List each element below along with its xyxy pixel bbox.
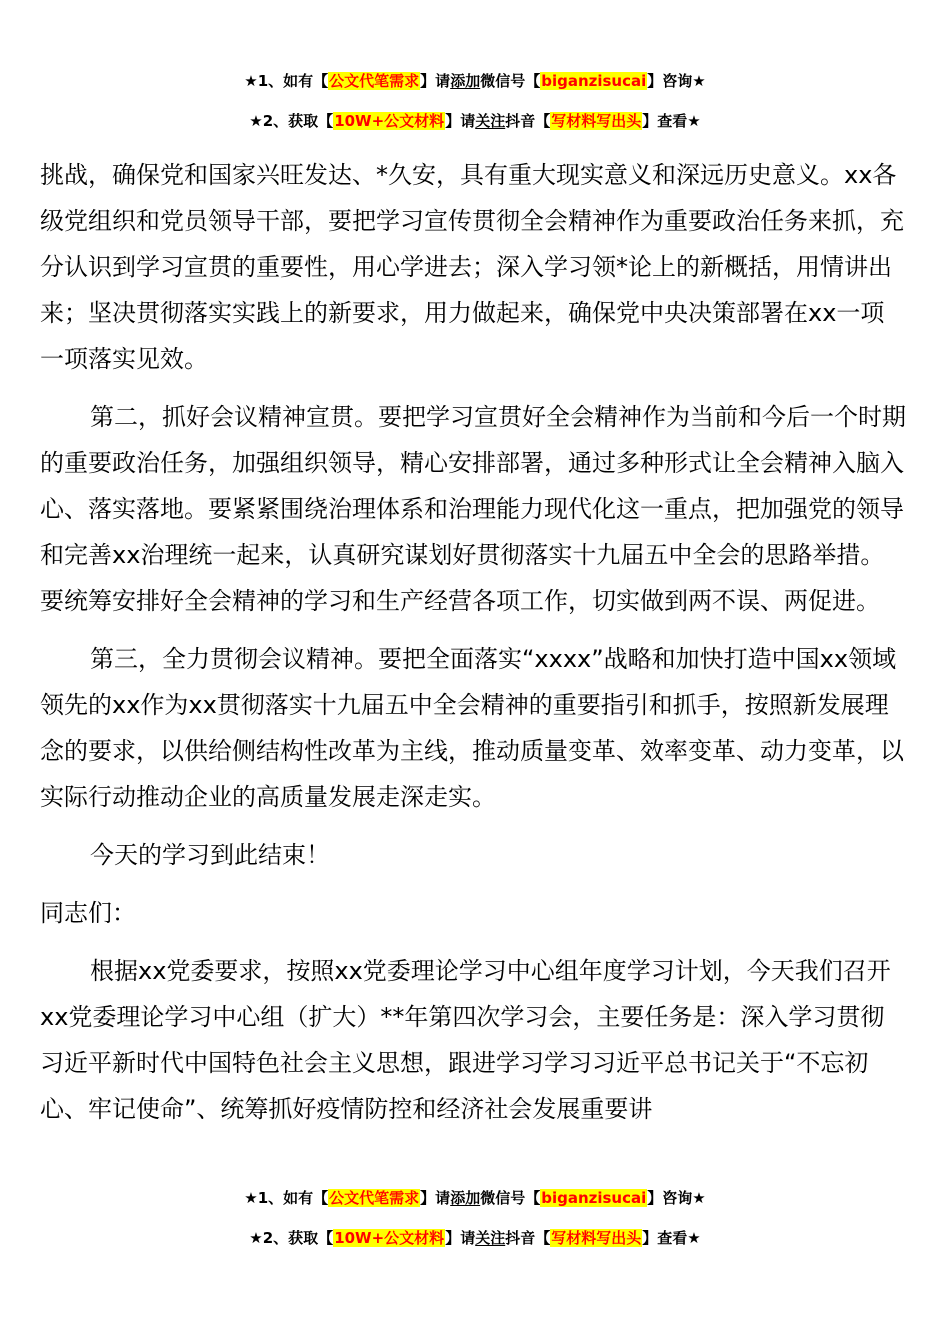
banner-highlight-wechat-id: biganzisucai xyxy=(541,72,647,90)
paragraph-second-point: 第二，抓好会议精神宣贯。要把学习宣贯好全会精神作为当前和今后一个时期的重要政治任务，加强组织领导，精心安排部署，通过多种形式让全会精神入脑入心、落实落地。要紧紧围绕治理体系和治理能力现代化这一重点，把加强党的领导和完善xx治理统一起来，认真研究谋划好贯彻落实十九届五中全会的思路举措。要统筹安排好全会精神的学习和生产经营各项工作，切实做到两不误、两促进。 xyxy=(40,403,906,615)
banner-highlight-materials: 10W+公文材料 xyxy=(334,112,445,130)
banner-underline-add: 添加 xyxy=(450,72,481,90)
banner-text: 抖音【 xyxy=(505,112,551,130)
banner-prefix: ★1、如有【 xyxy=(244,72,329,90)
banner-suffix: 】查看★ xyxy=(642,112,701,130)
banner-highlight-service: 公文代笔需求 xyxy=(329,72,420,90)
banner-text: 】请 xyxy=(445,1229,476,1247)
banner-text: 】请 xyxy=(445,112,476,130)
banner-prefix: ★1、如有【 xyxy=(244,1189,329,1207)
banner-bottom-line-1 xyxy=(0,1187,950,1209)
paragraph-closing: 今天的学习到此结束！ xyxy=(90,841,330,869)
document-body xyxy=(40,152,906,1132)
banner-text: 】请 xyxy=(420,72,451,90)
banner-underline-follow: 关注 xyxy=(475,1229,506,1247)
banner-underline-follow: 关注 xyxy=(475,112,506,130)
banner-text: 微信号【 xyxy=(480,72,541,90)
banner-bottom-line-2 xyxy=(0,1227,950,1249)
banner-highlight-douyin: 写材料写出头 xyxy=(551,1229,642,1247)
paragraph-salutation: 同志们： xyxy=(40,899,136,927)
banner-underline-add: 添加 xyxy=(450,1189,481,1207)
paragraph-third-point: 第三，全力贯彻会议精神。要把全面落实“xxxx”战略和加快打造中国xx领域领先的xx作为xx贯彻落实十九届五中全会精神的重要指引和抓手，按照新发展理念的要求，以供给侧结构性改革为主线，推动质量变革、效率变革、动力变革，以实际行动推动企业的高质量发展走深走实。 xyxy=(40,645,904,811)
banner-suffix: 】咨询★ xyxy=(647,72,706,90)
banner-highlight-materials: 10W+公文材料 xyxy=(334,1229,445,1247)
banner-text: 微信号【 xyxy=(480,1189,541,1207)
paragraph-continuation: 挑战，确保党和国家兴旺发达、*久安，具有重大现实意义和深远历史意义。xx各级党组织和党员领导干部，要把学习宣传贯彻全会精神作为重要政治任务来抓，充分认识到学习宣贯的重要性，用心学进去；深入学习领*论上的新概括，用情讲出来；坚决贯彻落实实践上的新要求，用力做起来，确保党中央决策部署在xx一项一项落实见效。 xyxy=(40,161,904,373)
banner-top-line-2 xyxy=(0,110,950,132)
banner-highlight-douyin: 写材料写出头 xyxy=(551,112,642,130)
banner-prefix: ★2、获取【 xyxy=(249,1229,334,1247)
banner-suffix: 】咨询★ xyxy=(647,1189,706,1207)
banner-suffix: 】查看★ xyxy=(642,1229,701,1247)
banner-top-line-1 xyxy=(0,70,950,92)
banner-highlight-wechat-id: biganzisucai xyxy=(541,1189,647,1207)
banner-text: 抖音【 xyxy=(505,1229,551,1247)
banner-text: 】请 xyxy=(420,1189,451,1207)
banner-prefix: ★2、获取【 xyxy=(249,112,334,130)
paragraph-opening: 根据xx党委要求，按照xx党委理论学习中心组年度学习计划，今天我们召开xx党委理论学习中心组（扩大）**年第四次学习会，主要任务是：深入学习贯彻习近平新时代中国特色社会主义思想，跟进学习学习习近平总书记关于“不忘初心、牢记使命”、统筹抓好疫情防控和经济社会发展重要讲 xyxy=(40,957,891,1123)
banner-highlight-service: 公文代笔需求 xyxy=(329,1189,420,1207)
